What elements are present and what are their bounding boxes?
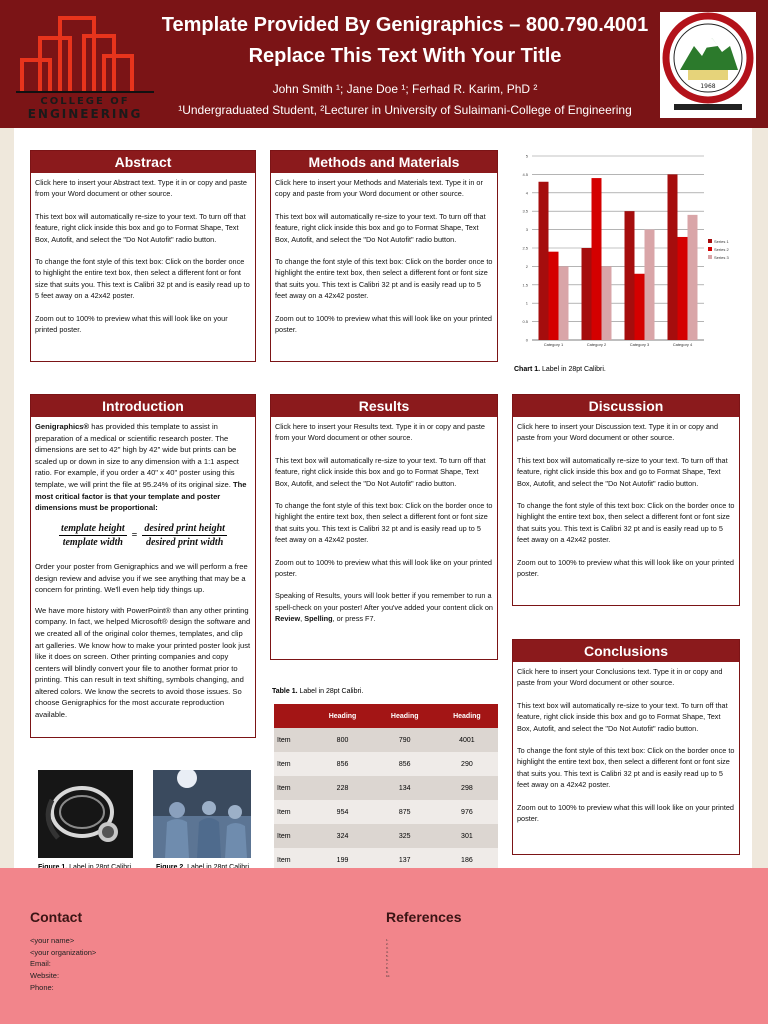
affiliations: ¹Undergraduated Student, ²Lecturer in University of Sulaimani-College of Engineering — [178, 103, 632, 117]
conclusions-body — [513, 662, 739, 839]
reference-item: 3. — [386, 946, 389, 950]
table-caption — [272, 688, 363, 695]
reference-item: 10. — [386, 974, 391, 978]
table-cell: 186 — [436, 848, 498, 872]
bar — [668, 174, 678, 340]
discussion-paragraph: To change the font style of this text box: Click on the border once to highlight the entire text box, then select a different font or font size that suits you. This text is Calibri 32 pt and is easily read up to 5 feet away on a 42x42 poster. — [517, 501, 735, 545]
discussion-heading: Discussion — [513, 395, 739, 417]
abstract-paragraph: Click here to insert your Abstract text. Type it in or copy and paste from your Word document or other source. — [35, 178, 247, 199]
contact-website: Website: — [30, 971, 60, 981]
introduction-heading: Introduction — [31, 395, 255, 417]
table-cell: 856 — [311, 752, 373, 776]
formula-denominator: template width — [62, 537, 123, 549]
x-tick-label: Category 2 — [586, 342, 607, 347]
formula-numerator: desired print height — [142, 523, 227, 537]
y-tick-label: 1 — [525, 300, 528, 306]
x-tick-label: Category 4 — [672, 342, 693, 347]
x-tick-label: Category 1 — [543, 342, 564, 347]
bar — [592, 178, 602, 340]
y-tick-label: 5 — [525, 153, 528, 159]
abstract-body — [31, 173, 255, 350]
college-of-engineering-logo — [14, 12, 156, 120]
introduction-paragraph: Order your poster from Genigraphics and we will perform a free design review and advise you if we see anything that may be a concern for printing. We'll even help tidy things up. — [35, 561, 248, 595]
table-header-cell: Heading — [311, 704, 373, 728]
logo-text-college: COLLEGE OF — [40, 96, 130, 107]
introduction-paragraph: We have more history with PowerPoint® than any other printing company. In fact, we helped Microsoft® design the software and we created all of the original color themes, templates, and clip art galleries. We know how to make your printed poster look just like it does on screen. Other printing companies and copy centers will blindly convert your file to another format prior to printing. This can result in text shifting, symbols changing, and altered colors. We know the secrets to avoid those issues. So choose Genigraphics for the most accurate reproduction available. — [35, 605, 251, 720]
poster-title-line1: Template Provided By Genigraphics – 800.790.4001 — [161, 14, 649, 36]
y-tick-label: 4.5 — [522, 171, 528, 177]
reference-item: 5. — [386, 954, 389, 958]
formula-numerator: template height — [59, 523, 127, 537]
legend-label: Series 3 — [714, 255, 729, 260]
table-header-row — [274, 704, 498, 728]
introduction-paragraph — [35, 421, 251, 514]
university-of-sulaimani-seal — [660, 12, 756, 118]
table-cell: 290 — [436, 752, 498, 776]
poster-title-line2: Replace This Text With Your Title — [248, 45, 562, 67]
reference-item: 1. — [386, 938, 389, 942]
legend-swatch — [708, 247, 712, 251]
conclusions-heading: Conclusions — [513, 640, 739, 662]
formula-left-fraction — [59, 523, 127, 549]
bar — [582, 248, 592, 340]
contact-details — [30, 935, 96, 994]
conclusions-paragraph: This text box will automatically re-size to your text. To turn off that feature, right click inside this box and go to Format Shape, Text Box, Autofit, and select the "Do Not Autofit" radio button. — [517, 700, 728, 733]
introduction-text: has provided this template to assist in preparation of a medical or scientific research poster. The dimensions are set to 42" high by 42" wide but prints can be scaled up or down in size to any dimension with a 1:1 aspect ratio. For example, if you order a 40" x 40" poster using this template, we will print the file at 95.24% of its original size. — [35, 422, 239, 489]
contact-email: Email: — [30, 959, 51, 969]
bar — [645, 230, 655, 340]
abstract-paragraph: To change the font style of this text box: Click on the border once to highlight the entire text box, then select a different font or font size that suits you. This text is Calibri 32 pt and is easily read up to 5 feet away on a 42x42 poster. — [35, 257, 250, 301]
introduction-body — [31, 417, 255, 734]
y-tick-label: 3.5 — [522, 208, 528, 214]
results-paragraph: To change the font style of this text box: Click on the border once to highlight the entire text box, then select a different font or font size that suits you. This text is Calibri 32 pt and is easily read up to 5 feet away on a 42x42 poster. — [275, 501, 493, 545]
introduction-critical-text: The most critical factor is that your template and poster dimensions must be proportional: — [35, 479, 247, 513]
formula-right-fraction — [142, 523, 227, 549]
conclusions-paragraph: Click here to insert your Conclusions text. Type it in or copy and paste from your Word document or other source. — [517, 667, 723, 688]
poster-footer — [0, 868, 768, 1024]
table-cell: 301 — [436, 824, 498, 848]
bar — [678, 237, 688, 340]
table-cell: 298 — [436, 776, 498, 800]
table-cell: 976 — [436, 800, 498, 824]
x-tick-label: Category 3 — [629, 342, 650, 347]
legend-swatch — [708, 255, 712, 259]
right-margin-strip — [752, 128, 768, 868]
discussion-section — [512, 394, 740, 606]
formula-denominator: desired print width — [146, 537, 224, 549]
results-paragraph: Click here to insert your Results text. Type it in or copy and paste from your Word document or other source. — [275, 422, 485, 443]
stethoscope-photo — [38, 770, 133, 858]
results-body — [271, 417, 497, 640]
table-row — [274, 776, 498, 800]
results-paragraph — [275, 590, 493, 624]
table-cell: Item — [274, 848, 311, 872]
discussion-paragraph: This text box will automatically re-size to your text. To turn off that feature, right click inside this box and go to Format Shape, Text Box, Autofit, and select the "Do Not Autofit" radio button. — [517, 455, 728, 488]
references-list — [386, 938, 390, 978]
chart-caption-text: Label in 28pt Calibri. — [540, 366, 606, 373]
y-tick-label: 3 — [525, 227, 528, 233]
table-cell: Item — [274, 776, 311, 800]
table-cell: 325 — [374, 824, 436, 848]
bar — [559, 266, 569, 340]
table-cell: 199 — [311, 848, 373, 872]
abstract-paragraph: This text box will automatically re-size to your text. To turn off that feature, right click inside this box and go to Format Shape, Text Box, Autofit, and select the "Do Not Autofit" radio button. — [35, 211, 246, 244]
formula-equals: = — [131, 530, 138, 542]
discussion-body — [513, 417, 739, 594]
college-building-icon — [14, 12, 156, 96]
reference-item: 2. — [386, 942, 389, 946]
contact-organization: <your organization> — [30, 947, 97, 957]
data-table — [274, 704, 498, 872]
table-cell: 324 — [311, 824, 373, 848]
y-tick-label: 0.5 — [522, 319, 528, 325]
left-margin-strip — [0, 128, 14, 868]
chart-caption-label: Chart 1. — [514, 366, 541, 373]
proportion-formula — [35, 523, 251, 549]
y-tick-label: 2.5 — [522, 245, 528, 251]
methods-paragraph: To change the font style of this text box: Click on the border once to highlight the entire text box, then select a different font or font size that suits you. This text is Calibri 32 pt and is easily read up to 5 feet away on a 42x42 poster. — [275, 257, 493, 301]
results-text: , or press F7. — [332, 614, 376, 624]
methods-body — [271, 173, 497, 350]
svg-text:1968: 1968 — [700, 83, 716, 90]
conclusions-section — [512, 639, 740, 855]
table-row — [274, 824, 498, 848]
discussion-paragraph: Zoom out to 100% to preview what this will look like on your printed poster. — [517, 557, 734, 579]
results-text: , — [300, 614, 305, 624]
table-cell: 875 — [374, 800, 436, 824]
contact-name: <your name> — [30, 936, 75, 945]
results-paragraph: Zoom out to 100% to preview what this will look like on your printed poster. — [275, 557, 492, 579]
reference-item: 9. — [386, 970, 389, 974]
contact-heading: Contact — [30, 909, 83, 925]
abstract-section — [30, 150, 256, 362]
table-cell: Item — [274, 800, 311, 824]
data-table-wrapper — [274, 704, 498, 872]
table-cell: Item — [274, 752, 311, 776]
conclusions-paragraph: To change the font style of this text box: Click on the border once to highlight the entire text box, then select a different font or font size that suits you. This text is Calibri 32 pt and is easily read up to 5 feet away on a 42x42 poster. — [517, 746, 735, 790]
surgeons-icon — [153, 770, 251, 858]
methods-section — [270, 150, 498, 362]
bar — [539, 182, 549, 340]
spelling-keyword: Spelling — [304, 614, 333, 624]
contact-phone: Phone: — [30, 982, 54, 992]
legend-label: Series 1 — [714, 239, 729, 244]
results-heading: Results — [271, 395, 497, 417]
table-caption-label: Table 1. — [272, 688, 298, 695]
bar — [635, 274, 645, 340]
bar — [602, 266, 612, 340]
conclusions-paragraph: Zoom out to 100% to preview what this will look like on your printed poster. — [517, 802, 734, 824]
results-paragraph: This text box will automatically re-size to your text. To turn off that feature, right click inside this box and go to Format Shape, Text Box, Autofit, and select the "Do Not Autofit" radio button. — [275, 455, 486, 488]
table-cell: 228 — [311, 776, 373, 800]
review-keyword: Review — [275, 614, 301, 624]
surgery-photo — [153, 770, 251, 858]
methods-heading: Methods and Materials — [271, 151, 497, 173]
abstract-heading: Abstract — [31, 151, 255, 173]
bar — [549, 252, 559, 340]
table-cell: Item — [274, 728, 311, 752]
stethoscope-icon — [38, 770, 133, 858]
genigraphics-brand: Genigraphics® — [35, 422, 90, 431]
table-row — [274, 752, 498, 776]
authors: John Smith ¹; Jane Doe ¹; Ferhad R. Karim, PhD ² — [272, 82, 538, 96]
methods-paragraph: Click here to insert your Methods and Materials text. Type it in or copy and paste from your Word document or other source. — [275, 178, 483, 199]
table-row — [274, 728, 498, 752]
table-cell: 134 — [374, 776, 436, 800]
reference-item: 6. — [386, 958, 389, 962]
y-tick-label: 2 — [525, 263, 528, 269]
table-header-cell: Heading — [374, 704, 436, 728]
y-tick-label: 4 — [525, 190, 528, 196]
table-row — [274, 800, 498, 824]
table-cell: 137 — [374, 848, 436, 872]
abstract-paragraph: Zoom out to 100% to preview what this will look like on your printed poster. — [35, 313, 228, 335]
reference-item: 8. — [386, 966, 389, 970]
methods-paragraph: This text box will automatically re-size to your text. To turn off that feature, right click inside this box and go to Format Shape, Text Box, Autofit, and select the "Do Not Autofit" radio button. — [275, 211, 486, 244]
poster-header — [0, 0, 768, 128]
table-cell: 4001 — [436, 728, 498, 752]
logo-text-engineering: ENGINEERING — [27, 107, 143, 121]
table-cell: Item — [274, 824, 311, 848]
table-cell: 790 — [374, 728, 436, 752]
table-header-cell — [274, 704, 311, 728]
y-tick-label: 0 — [525, 337, 528, 343]
y-tick-label: 1.5 — [522, 282, 528, 288]
legend-label: Series 2 — [714, 247, 729, 252]
discussion-paragraph: Click here to insert your Discussion text. Type it in or copy and paste from your Word document or other source. — [517, 422, 719, 443]
reference-item: 4. — [386, 950, 389, 954]
references-heading: References — [386, 909, 462, 925]
table-caption-text: Label in 28pt Calibri. — [297, 688, 364, 695]
bar — [625, 211, 635, 340]
table-header-cell: Heading — [436, 704, 498, 728]
introduction-section — [30, 394, 256, 738]
chart-caption — [514, 366, 606, 373]
reference-item: 7. — [386, 962, 389, 966]
methods-paragraph: Zoom out to 100% to preview what this will look like on your printed poster. — [275, 313, 492, 335]
table-cell: 954 — [311, 800, 373, 824]
results-section — [270, 394, 498, 660]
table-cell: 800 — [311, 728, 373, 752]
table-cell: 856 — [374, 752, 436, 776]
bar — [688, 215, 698, 340]
results-text: Speaking of Results, yours will look better if you remember to run a spell-check on your poster! After you've added your content click on — [275, 591, 493, 612]
bar-chart — [514, 150, 738, 350]
legend-swatch — [708, 239, 712, 243]
